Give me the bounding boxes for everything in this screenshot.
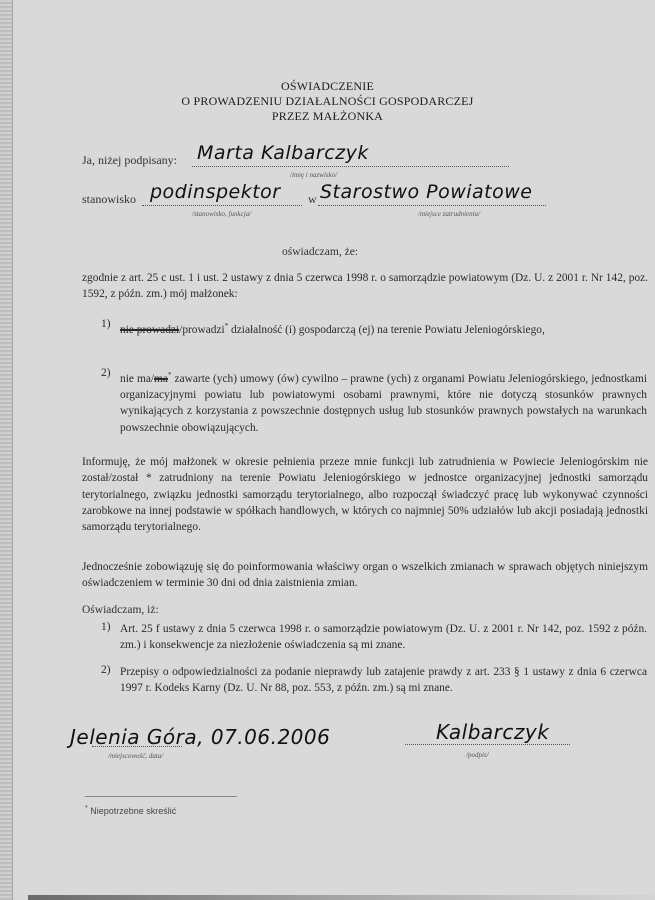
declare2-heading: Oświadczam, iż: [82,604,159,616]
workplace-value: Starostwo Powiatowe [320,181,533,203]
inform-paragraph: Informuję, że mój małżonek w okresie pełnienia przeze mnie funkcji lub zatrudnienia w Powiecie Jeleniogórskim nie został/został * zatrudniony na terenie Powiatu Jeleniogórskiego w jednostce organizacyjnej jednostki samorządu terytorialnego, związku jednostki samorządu terytorialnego, albo rozpoczął świadczyć pracę lub wykonywać czynności zarobkowe na innej podstawie w spółkach handlowych, w których co najmniej 50% udziałów lub akcji posiadają jednostki samorządu terytorialnego. [82,456,648,534]
title-line-2: O PROWADZENIU DZIAŁALNOŚCI GOSPODARCZEJ [181,94,474,108]
item-1-number: 1) [101,318,111,330]
signature-value: Kalbarczyk [436,720,550,744]
place-date-value: Jelenia Góra, 07.06.2006 [70,725,331,749]
position-connector: w [308,192,317,206]
position-label: stanowisko [82,192,136,206]
item-1 [120,318,647,338]
item-1-struck: nie prowadzi [120,323,180,336]
item-2-text: zawarte (ych) umowy (ów) cywilno – prawne (ych) z organami Powiatu Jeleniogórskiego, jednostkami organizacyjnymi powiatu lub powiatowymi osobami prawnymi, które nie dotyczą stosunków prawnych wynikających z korzystania z powszechnie dostępnych usług lub stosunków prawnych powstałych na warunkach powszechnie obowiązujących. [120,372,647,434]
position-hint: /stanowisko, funkcja/ [192,210,252,218]
declarant-name: Marta Kalbarczyk [197,142,369,164]
declare2-item-2-number: 2) [101,664,111,676]
place-date-hint: /miejscowość, data/ [108,752,164,760]
declare2-item-1: Art. 25 f ustawy z dnia 5 czerwca 1998 r. o samorządzie powiatowym (Dz. U. z 2001 r. Nr 142, poz. 1592 z późn. zm.) i konsekwencje za niezłożenie oświadczenia są mi znane. [120,623,647,652]
declarant-label: Ja, niżej podpisany: [82,153,177,167]
item-1-mark: * [224,322,229,330]
declare2-item-2: Przepisy o odpowiedzialności za podanie nieprawdy lub zatajenie prawdy z art. 233 § 1 ustawy z dnia 6 czerwca 1997 r. Kodeks Karny (Dz. U. Nr 88, poz. 553, z późn. zm.) są mi znane. [120,666,647,695]
declarant-field-line[interactable] [192,166,509,167]
commitment-paragraph: Jednocześnie zobowiązuję się do poinformowania właściwy organ o wszelkich zmianach w sprawach objętych niniejszym oświadczeniem w terminie 30 dni od dnia zaistnienia zmian. [82,561,648,590]
footnote-mark: * [85,805,88,812]
declarant-hint: /imię i nazwisko/ [290,171,338,179]
footnote-rule [85,796,237,797]
title-line-3: PRZEZ MAŁŻONKA [271,109,384,123]
item-2-number: 2) [101,367,111,379]
item-2-mark: * [167,371,172,379]
item-2-struck: ma [154,372,168,385]
declare2-item-1-number: 1) [101,621,111,633]
declare-heading: oświadczam, że: [282,246,358,258]
footnote-text: Niepotrzebne skreślić [90,806,177,816]
item-1-after: /prowadzi [179,323,225,336]
title-line-1: OŚWIADCZENIE [280,79,375,93]
item-2-prefix: nie ma/ [120,372,155,385]
item-2 [120,367,647,436]
workplace-field-line[interactable] [318,205,546,206]
position-value: podinspektor [150,181,281,203]
scan-edge-bottom [28,895,655,900]
item-1-text: działalność (i) gospodarczą (ej) na terenie Powiatu Jeleniogórskiego, [228,323,545,336]
signature-field-line[interactable] [405,744,570,745]
workplace-hint: /miejsce zatrudnienia/ [418,210,481,218]
footnote [85,805,176,816]
intro-paragraph: zgodnie z art. 25 c ust. 1 i ust. 2 ustawy z dnia 5 czerwca 1998 r. o samorządzie powiatowym (Dz. U. z 2001 r. Nr 142, poz. 1592, z późn. zm.) mój małżonek: [82,272,648,301]
position-field-line[interactable] [142,205,302,206]
document-title [0,79,655,124]
signature-hint: /podpis/ [466,751,489,759]
scan-edge [0,0,13,900]
